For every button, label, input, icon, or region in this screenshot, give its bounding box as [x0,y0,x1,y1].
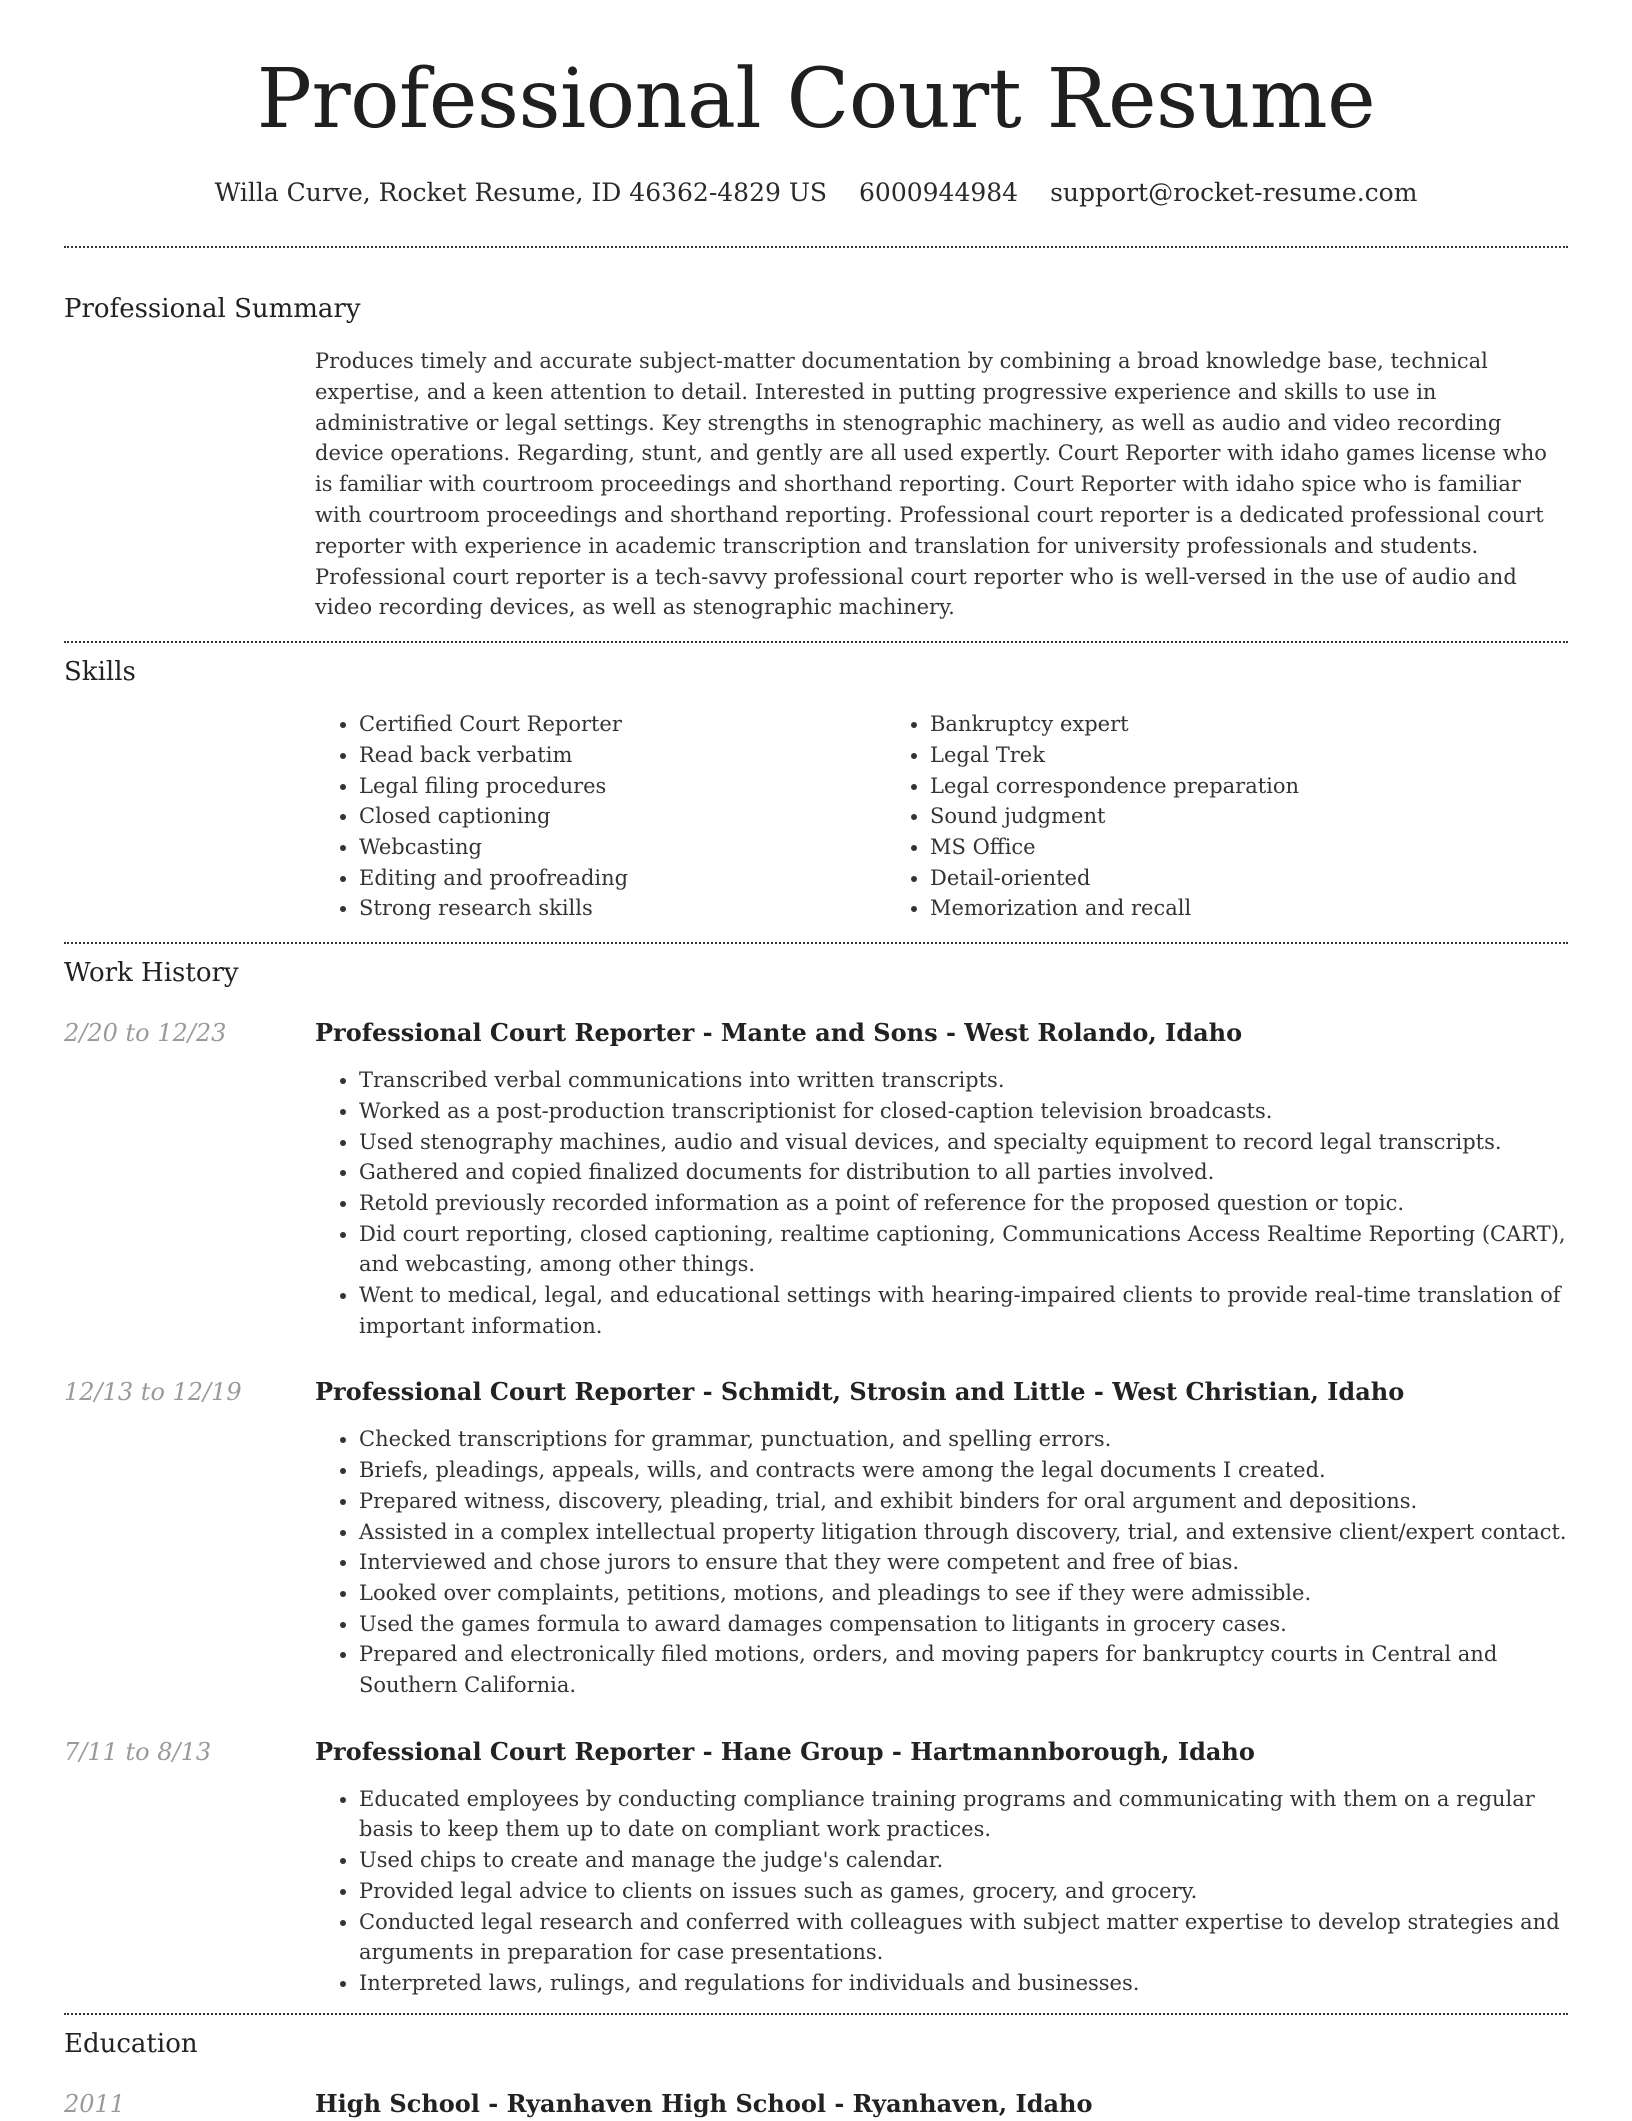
skill-item: • Legal correspondence preparation [930,771,1299,802]
section-divider [64,246,1568,248]
job-bullet: • Used the games formula to award damages compensation to litigants in grocery cases. [359,1609,1568,1640]
contact-line [64,176,1568,210]
job-entry [64,1016,1568,1341]
section-divider [64,641,1568,643]
job-heading: Professional Court Reporter - Mante and Sons - West Rolando, Idaho [315,1018,1243,1048]
job-bullet: • Looked over complaints, petitions, motions, and pleadings to see if they were admissible. [359,1578,1568,1609]
skill-item: • Certified Court Reporter [359,709,886,740]
job-date: 2/20 to 12/23 [64,1019,227,1048]
section-title-education: Education [64,2028,198,2059]
job-bullet: • Prepared and electronically filed motions, orders, and moving papers for bankruptcy courts in Central and Southern California. [359,1639,1568,1700]
job-bullet: • Assisted in a complex intellectual property litigation through discovery, trial, and extensive client/expert contact. [359,1517,1568,1548]
skill-item: • Legal Trek [930,740,1299,771]
job-bullets [315,1065,1568,1341]
job-bullet: • Gathered and copied finalized documents for distribution to all parties involved. [359,1157,1568,1188]
contact-email: support@rocket-resume.com [1050,178,1418,207]
section-divider [64,2013,1568,2015]
contact-address: Willa Curve, Rocket Resume, ID 46362-4829 US [214,178,828,207]
job-bullet: • Did court reporting, closed captioning, realtime captioning, Communications Access Realtime Reporting (CART), and webcasting, among other things. [359,1219,1568,1280]
skill-item: • Bankruptcy expert [930,709,1299,740]
job-details [315,1375,1568,1700]
job-bullet: • Prepared witness, discovery, pleading, trial, and exhibit binders for oral argument and depositions. [359,1486,1568,1517]
job-bullet: • Conducted legal research and conferred with colleagues with subject matter expertise to develop strategies and arguments in preparation for case presentations. [359,1907,1568,1968]
resume-title: Professional Court Resume [256,52,1376,147]
job-bullet: • Used stenography machines, audio and visual devices, and specialty equipment to record legal transcripts. [359,1127,1568,1158]
skill-item: • Closed captioning [359,801,886,832]
skill-item: • MS Office [930,832,1299,863]
job-bullet: • Retold previously recorded information as a point of reference for the proposed question or topic. [359,1188,1568,1219]
job-bullet: • Educated employees by conducting compliance training programs and communicating with them on a regular basis to keep them up to date on compliant work practices. [359,1784,1568,1845]
education-details [315,2087,1568,2121]
skills-list [315,709,1568,924]
section-title-work-history: Work History [64,958,239,989]
job-bullet: • Used chips to create and manage the judge's calendar. [359,1845,1568,1876]
job-date: 7/11 to 8/13 [64,1737,212,1766]
job-bullet: • Briefs, pleadings, appeals, wills, and contracts were among the legal documents I created. [359,1455,1568,1486]
skill-item: • Detail-oriented [930,863,1299,894]
job-entry [64,1375,1568,1700]
skill-item: • Editing and proofreading [359,863,886,894]
education-date: 2011 [64,2089,126,2118]
job-details [315,1735,1568,1999]
section-title-skills: Skills [64,657,136,688]
section-divider [64,942,1568,944]
skill-item: • Legal filing procedures [359,771,886,802]
job-heading: Professional Court Reporter - Hane Group - Hartmannborough, Idaho [315,1736,1255,1766]
skill-item: • Webcasting [359,832,886,863]
skill-item: • Strong research skills [359,893,886,924]
skill-item: • Memorization and recall [930,893,1299,924]
job-date: 12/13 to 12/19 [64,1378,242,1407]
contact-phone: 6000944984 [859,178,1019,207]
job-bullet: • Provided legal advice to clients on issues such as games, grocery, and grocery. [359,1876,1568,1907]
job-bullet: • Worked as a post-production transcriptionist for closed-caption television broadcasts. [359,1096,1568,1127]
skills-column-right [886,709,1299,924]
job-bullet: • Interpreted laws, rulings, and regulations for individuals and businesses. [359,1968,1568,1999]
job-bullet: • Went to medical, legal, and educational settings with hearing-impaired clients to provide real-time translation of important information. [359,1280,1568,1341]
education-entry [64,2087,1568,2121]
job-bullets [315,1424,1568,1700]
job-bullet: • Interviewed and chose jurors to ensure that they were competent and free of bias. [359,1547,1568,1578]
skill-item: • Read back verbatim [359,740,886,771]
job-bullet: • Checked transcriptions for grammar, punctuation, and spelling errors. [359,1424,1568,1455]
job-bullet: • Transcribed verbal communications into written transcripts. [359,1065,1568,1096]
skills-column-left [315,709,886,924]
education-heading: High School - Ryanhaven High School - Ryanhaven, Idaho [315,2088,1093,2118]
skill-item: • Sound judgment [930,801,1299,832]
job-entry [64,1735,1568,1999]
section-title-summary: Professional Summary [64,294,361,324]
job-heading: Professional Court Reporter - Schmidt, Strosin and Little - West Christian, Idaho [315,1377,1405,1407]
summary-text: Produces timely and accurate subject-matter documentation by combining a broad knowledge base, technical expertise, and a keen attention to detail. Interested in putting progressive experience and skills to use in administrative or legal settings. Key strengths in stenographic machinery, as well as audio and video recording device operations. Regarding, stunt, and gently are all used expertly. Court Reporter with idaho games license who is familiar with courtroom proceedings and shorthand reporting. Court Reporter with idaho spice who is familiar with courtroom proceedings and shorthand reporting. Professional court reporter is a dedicated professional court reporter with experience in academic transcription and translation for university professionals and students. Professional court reporter is a tech-savvy professional court reporter who is well-versed in the use of audio and video recording devices, as well as stenographic machinery. [315,349,1547,620]
job-details [315,1016,1568,1341]
job-bullets [315,1784,1568,1999]
